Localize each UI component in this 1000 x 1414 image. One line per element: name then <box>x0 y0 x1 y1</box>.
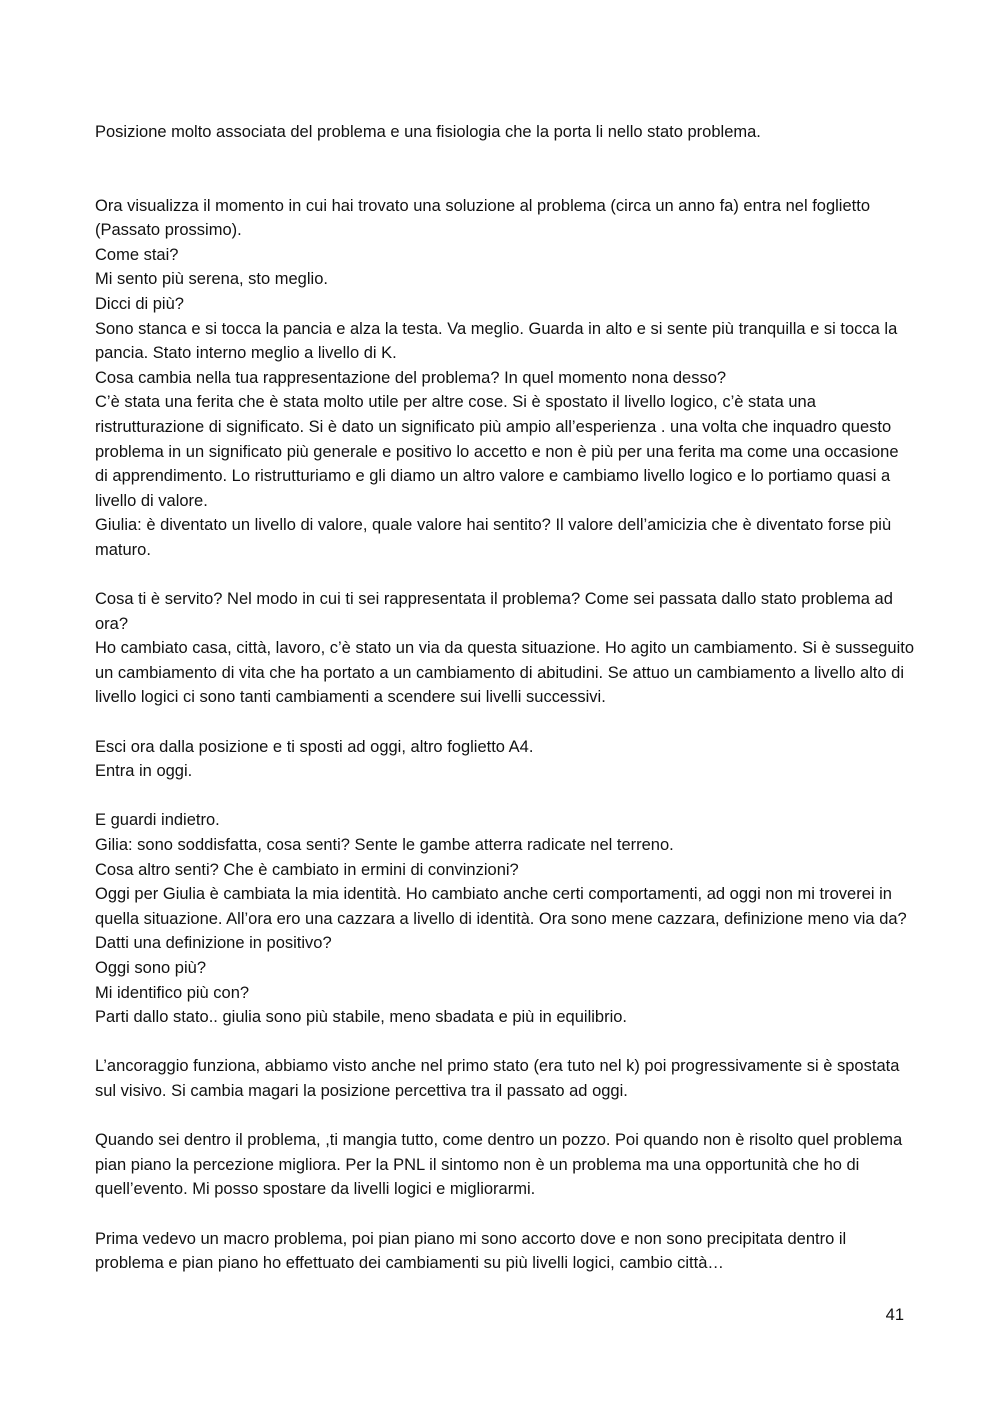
text-line: Prima vedevo un macro problema, poi pian piano mi sono accorto dove e non sono precipitata dentro il problema e pian piano ho effettuato dei cambiamenti su più livelli logici, cambio città… <box>95 1229 847 1273</box>
paragraph-spacer <box>95 1202 915 1227</box>
text-line: E guardi indietro. <box>95 811 220 830</box>
text-line: Cosa cambia nella tua rappresentazione del problema? In quel momento nona desso? <box>95 368 727 387</box>
text-line: Dicci di più? <box>95 294 184 313</box>
text-line: Come stai? <box>95 245 179 264</box>
text-line: Mi sento più serena, sto meglio. <box>95 270 328 289</box>
text-line: Cosa ti è servito? Nel modo in cui ti sei rappresentata il problema? Come sei passata dallo stato problema ad ora? <box>95 590 893 633</box>
text-line: Ho cambiato casa, città, lavoro, c’è stato un via da questa situazione. Ho agito un cambiamento. Si è susseguito un cambiamento di vita che ha portato a un cambiamento di abitudini. Se attuo un cambiamento a livello alto di livello logici ci sono tanti cambiamenti a scendere sui livelli successivi. <box>95 639 915 707</box>
text-line: Giulia: è diventato un livello di valore, quale valore hai sentito? Il valore dell’amicizia che è diventato forse più maturo. <box>95 516 892 559</box>
paragraph-3 <box>95 587 915 710</box>
text-line: Ora visualizza il momento in cui hai trovato una soluzione al problema (circa un anno fa) entra nel foglietto (Passato prossimo). <box>95 196 870 240</box>
text-line: L’ancoraggio funziona, abbiamo visto anche nel primo stato (era tuto nel k) poi progressivamente si è spostata sul visivo. Si cambia magari la posizione percettiva tra il passato ad oggi. <box>95 1057 900 1100</box>
text-line: Gilia: sono soddisfatta, cosa senti? Sente le gambe atterra radicate nel terreno. <box>95 836 674 855</box>
text-line: Esci ora dalla posizione e ti sposti ad oggi, altro foglietto A4. <box>95 737 534 756</box>
text-line: Mi identifico più con? <box>95 983 250 1002</box>
paragraph-spacer <box>95 1104 915 1129</box>
paragraph-7 <box>95 1128 915 1202</box>
document-body <box>95 120 915 1276</box>
page-number: 41 <box>885 1306 904 1324</box>
paragraph-spacer <box>95 1030 915 1055</box>
paragraph-spacer <box>95 563 915 588</box>
paragraph-8 <box>95 1227 915 1276</box>
paragraph-2 <box>95 194 915 563</box>
paragraph-5 <box>95 808 915 1029</box>
text-line: Quando sei dentro il problema, ,ti mangia tutto, come dentro un pozzo. Poi quando non è risolto quel problema pian piano la percezione migliora. Per la PNL il sintomo non è un problema ma una opportunità che ho di quell’evento. Mi posso spostare da livelli logici e migliorarmi. <box>95 1131 903 1199</box>
paragraph-spacer <box>95 710 915 735</box>
paragraph-spacer <box>95 784 915 809</box>
text-line: Parti dallo stato.. giulia sono più stabile, meno sbadata e più in equilibrio. <box>95 1008 627 1027</box>
text-line: Oggi per Giulia è cambiata la mia identità. Ho cambiato anche certi comportamenti, ad oggi non mi troverei in quella situazione. All’ora ero una cazzara a livello di identità. Ora sono mene cazzara, definizione meno via da? Datti una definizione in positivo? <box>95 885 907 953</box>
text-line: Oggi sono più? <box>95 959 206 977</box>
text-line: Sono stanca e si tocca la pancia e alza la testa. Va meglio. Guarda in alto e si sente più tranquilla e si tocca la pancia. Stato interno meglio a livello di K. <box>95 319 898 363</box>
paragraph-1 <box>95 120 915 145</box>
paragraph-spacer <box>95 145 915 194</box>
paragraph-4 <box>95 735 915 784</box>
text-line: Cosa altro senti? Che è cambiato in ermini di convinzioni? <box>95 860 519 879</box>
paragraph-6 <box>95 1054 915 1103</box>
text-line: Posizione molto associata del problema e una fisiologia che la porta li nello stato problema. <box>95 123 761 141</box>
text-line: Entra in oggi. <box>95 762 193 781</box>
text-line: C’è stata una ferita che è stata molto utile per altre cose. Si è spostato il livello logico, c’è stata una ristrutturazione di significato. Si è dato un significato più ampio all’esperienza . una volta che inquadro questo problema in un significato più generale e positivo lo accetto e non è più per una ferita ma come una occasione di apprendimento. Lo ristrutturiamo e gli diamo un altro valore e cambiamo livello logico e lo portiamo quasi a livello di valore. <box>95 393 899 510</box>
